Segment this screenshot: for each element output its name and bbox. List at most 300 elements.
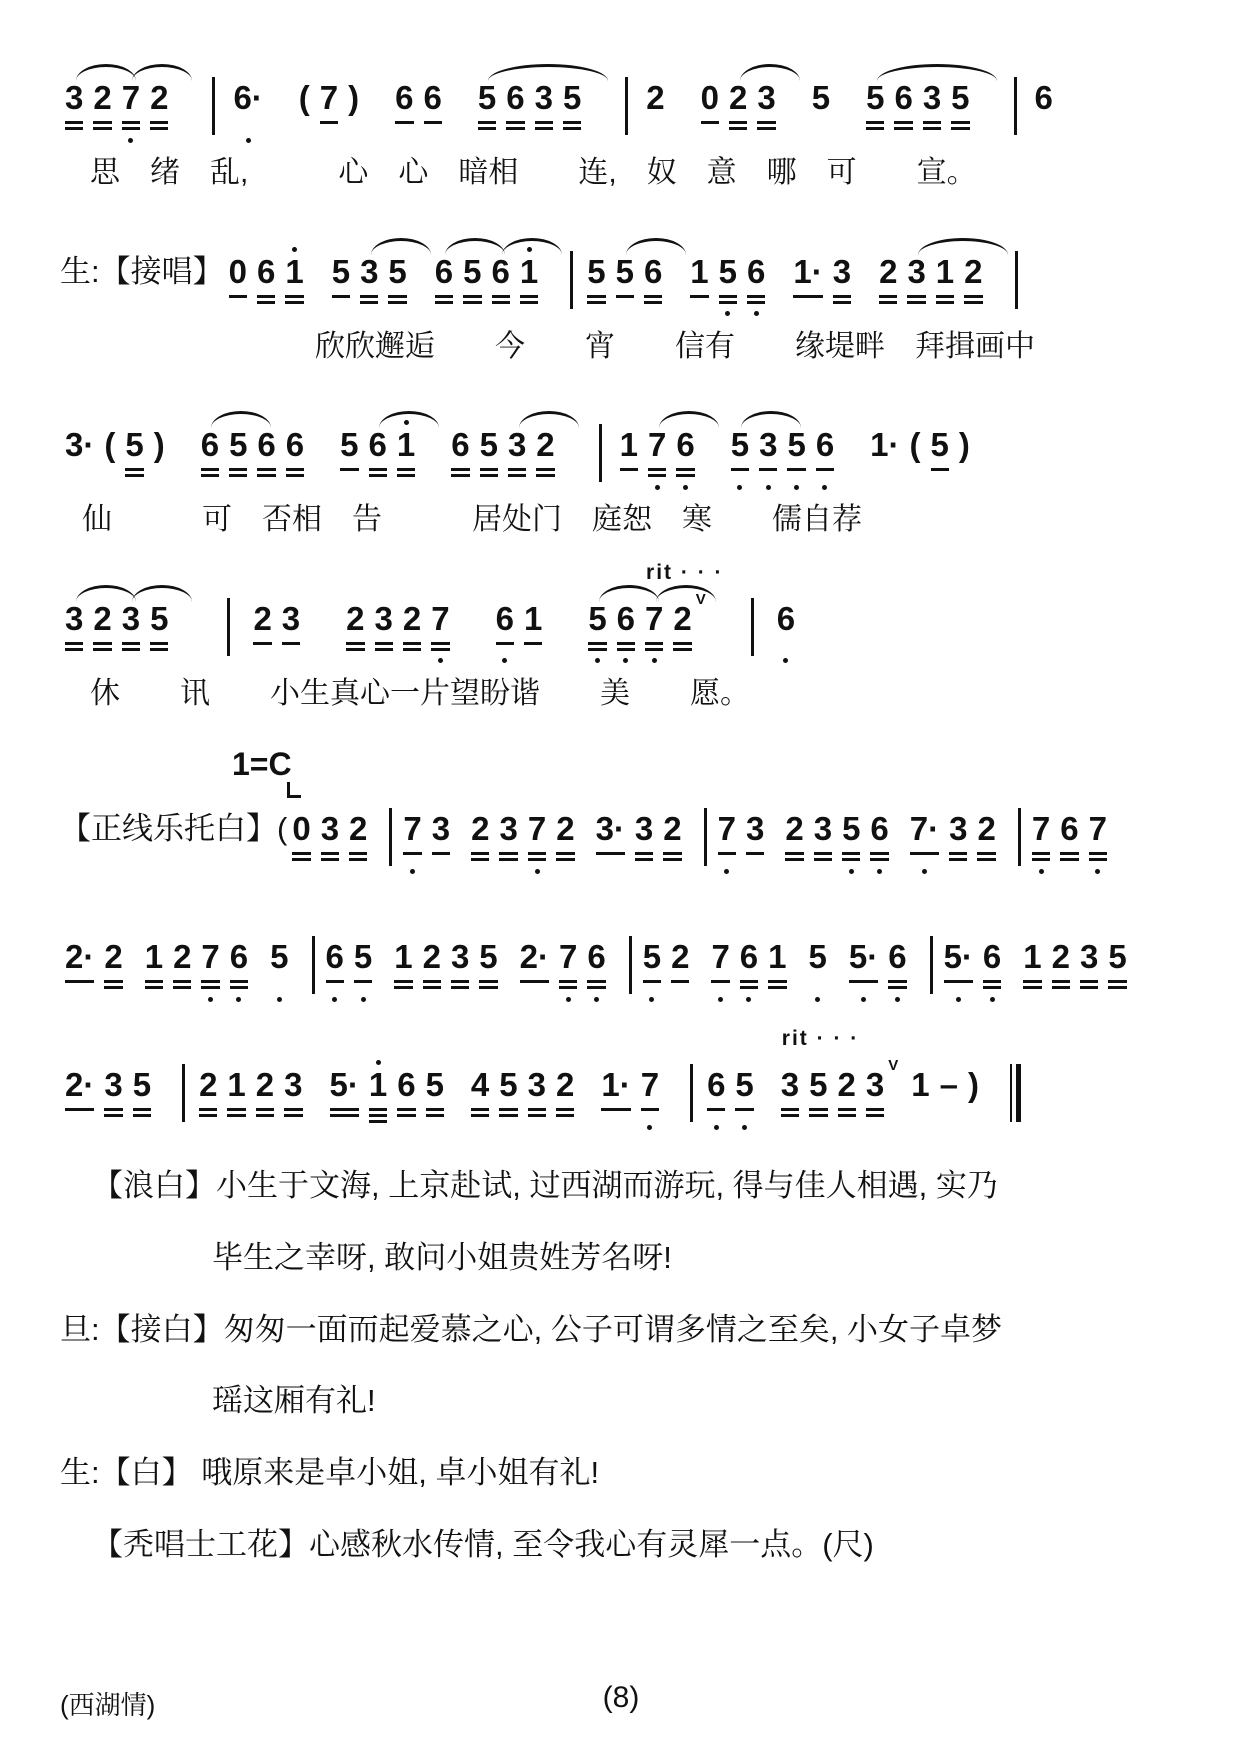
beam-line [65,980,94,983]
beam-line [528,852,546,855]
beam-line [286,474,304,477]
octave-dots-below [861,993,866,1005]
beam-line [388,301,406,304]
beam-lines [910,849,939,865]
barline [182,1064,185,1122]
note-number: ) [348,79,360,116]
beam-line [451,468,469,471]
footer-page-number: (8) [602,1681,640,1714]
note-number: 3 [431,810,451,847]
beam-lines [870,465,899,481]
note [752,66,780,146]
low-octave-dot [595,658,600,663]
beam-line [285,301,303,304]
note-group [60,1053,156,1133]
beam-line [719,301,737,304]
beam-line [478,121,496,124]
beam-line [663,858,681,861]
beam-line [65,121,83,124]
note-group [228,66,267,146]
beam-line [587,986,605,989]
barline [930,936,933,994]
beam-lines [426,1105,444,1121]
beam-line [587,295,605,298]
beam-line [375,642,393,645]
note-number: ( [104,426,116,463]
beam-lines [346,639,364,655]
note-group [713,797,770,877]
note-number: 5 [615,252,634,290]
beam-line [676,468,694,471]
note [315,66,343,146]
note-number: 3 [65,79,84,116]
note-number: – [939,1066,958,1103]
beam-line [330,1114,359,1117]
beam-line [395,121,413,124]
beam-line [145,986,163,989]
beam-line [65,1108,94,1111]
beam-line [451,986,469,989]
beam-line [1089,852,1107,855]
beam-line [65,648,83,651]
beam-line [479,980,497,983]
beam-line [719,295,737,298]
beam-lines [620,465,638,481]
beam-lines [201,465,219,481]
note-group [865,413,975,493]
beam-lines [397,1105,415,1121]
breath-mark: V [888,1057,899,1074]
note-number: 2 [346,599,365,637]
note [809,797,837,877]
beam-line [104,986,122,989]
octave-dots-below [566,993,571,1005]
note-group [327,240,412,320]
note-number: 5 [463,252,482,290]
low-octave-dot [714,1125,719,1130]
beam-line [964,301,982,304]
octave-dots-below [647,1121,652,1133]
note-number: 3 [360,252,379,290]
notation-symbol [294,66,315,146]
note [225,925,253,1005]
note-number: 6 [870,810,889,847]
note-group [398,797,455,877]
beam-lines [814,849,832,865]
beam-lines [951,118,969,134]
beam-line [711,980,729,983]
beam-line [388,295,406,298]
beam-lines [332,292,350,308]
beam-line [145,980,163,983]
beam-lines [719,292,737,308]
note [519,587,547,667]
note [905,797,944,877]
dialog-line: 瑶这厢有礼! [212,1383,376,1419]
beam-line [284,1108,302,1111]
beam-line [349,852,367,855]
beam-line [397,1114,415,1117]
beam-line [673,648,691,651]
note [501,66,529,146]
beam-lines [556,849,574,865]
dialog-line: 旦:【接白】匆匆一面而起爱慕之心, 公子可谓多情之至矣, 小女子卓梦 [60,1311,1003,1347]
beam-line [673,642,691,645]
note [473,66,501,146]
note [281,413,309,493]
note-number: 6 [506,79,525,116]
octave-dot-above [292,240,297,252]
note-number: 1 [619,426,639,463]
note [612,587,640,667]
note-group [874,240,987,320]
beam-line [93,127,111,130]
music-line-block [60,52,1196,192]
note [252,413,280,493]
octave-dots-below [438,655,443,667]
note [730,1053,758,1133]
beam-line [1052,986,1070,989]
note [865,797,893,877]
beam-line [506,121,524,124]
octave-dots-below [361,993,366,1005]
note [494,797,522,877]
beam-line [793,295,822,298]
beam-lines [673,639,691,655]
beam-line [833,301,851,304]
note-number: 3 [745,810,765,847]
beam-line [563,127,581,130]
note [754,413,782,493]
beam-line [842,852,860,855]
beam-lines [432,849,450,865]
beam-line [870,858,888,861]
beam-lines [229,292,247,308]
beam-lines [292,849,310,865]
note [926,413,954,493]
beam-lines [463,292,481,308]
note-number: 6 [643,252,663,290]
note-group [466,797,579,877]
beam-lines [616,292,634,308]
beam-lines [644,292,662,308]
note [325,1053,364,1133]
note [615,413,643,493]
beam-lines [1080,977,1098,993]
notation-symbol [963,1053,984,1133]
beam-line [369,1114,387,1117]
note [370,587,398,667]
beam-line [256,1114,274,1117]
octave-dots-below [895,993,900,1005]
note-number: 2· [519,938,549,975]
score-area [60,52,1196,1133]
low-octave-dot [895,997,900,1002]
note-number: 6 [423,79,442,116]
beam-lines [911,1105,929,1121]
beam-lines [435,292,453,308]
beam-line [397,1108,415,1111]
beam-line [321,858,339,861]
line-prefix-label: 生:【接唱】 [60,253,224,289]
lyrics-line: 休 讯 小生真心一片望盼谐 美 愿。 [90,676,750,710]
beam-line [508,468,526,471]
beam-line [330,1108,359,1111]
beam-line [349,858,367,861]
note [168,925,196,1005]
note [531,413,559,493]
note [696,66,724,146]
notation-symbol [343,66,364,146]
beam-lines [842,849,860,865]
note-number: 3 [832,252,852,290]
beam-line [499,852,517,855]
barline [629,936,632,994]
note-number: 5 [562,79,582,116]
low-octave-dot [990,997,995,1002]
beam-line [768,986,786,989]
note-number: 7 [201,938,220,975]
note [398,797,426,877]
beam-line [286,468,304,471]
beam-line [528,858,546,861]
rit-marking: rit · · · [646,560,724,584]
low-octave-dot [1095,869,1100,874]
note-number: 6 [491,252,510,290]
low-octave-dot [128,138,133,143]
beam-lines [524,639,542,655]
notation-symbol [99,413,120,493]
note-group [706,925,791,1005]
beam-line [746,852,764,855]
beam-lines [959,465,970,481]
dialog-line: 生:【白】 哦原来是卓小姐, 卓小姐有礼! [60,1455,600,1490]
note-number: 2 [93,599,112,637]
beam-lines [711,977,729,993]
music-line [60,226,1196,320]
beam-line [1060,858,1078,861]
note [117,587,145,667]
low-octave-dot [277,997,282,1002]
beam-line [480,468,498,471]
beam-line [536,468,554,471]
beam-line [321,852,339,855]
beam-lines [757,118,775,134]
low-octave-dot [361,997,366,1002]
note [251,1053,279,1133]
beam-lines [907,292,925,308]
beam-line [340,468,358,471]
beam-line [65,642,83,645]
note [640,560,724,667]
dialog-line: 【浪白】小生于文海, 上京赴试, 过西湖而游玩, 得与佳人相遇, 实乃 [92,1168,998,1203]
note [446,413,474,493]
beam-lines [740,977,758,993]
octave-dots-below [990,993,995,1005]
note [918,66,946,146]
beam-lines [122,118,140,134]
note [1084,797,1112,877]
beam-lines [326,977,344,993]
note [763,925,791,1005]
beam-line [93,121,111,124]
beam-line [397,468,415,471]
beam-lines [104,465,115,481]
beam-line [524,642,542,645]
beam-line [229,295,247,298]
beam-lines [648,465,666,481]
note-number: 6 [434,252,454,290]
music-line [60,560,1196,667]
beam-line [173,980,191,983]
low-octave-dot [725,311,730,316]
note-number: 6 [395,79,414,116]
beam-lines [643,977,661,993]
note-number: 5 [331,252,351,290]
octave-dots-below [746,993,751,1005]
music-line-block [60,399,1196,539]
note-number: 5 [479,426,498,463]
note [280,240,308,320]
beam-lines [299,118,310,134]
octave-dots-below [595,655,600,667]
note-number: 6 [888,938,907,975]
beam-lines [528,1105,546,1121]
beam-line [910,852,939,855]
barline [704,808,707,866]
beam-line [499,1114,517,1117]
beam-lines [812,118,830,134]
beam-lines [65,977,94,993]
note [88,66,116,146]
note-number: 6 [587,938,606,975]
beam-lines [690,292,708,308]
low-octave-dot [746,997,751,1002]
note-number: 5 [150,599,169,637]
beam-line [707,1108,725,1111]
beam-lines [145,977,163,993]
beam-line [253,642,271,645]
note [515,925,554,1005]
beam-lines [492,292,510,308]
beam-lines [133,1105,151,1121]
note [523,797,551,877]
beam-line [230,980,248,983]
beam-lines [369,1105,387,1121]
note [865,413,904,493]
note-number: 5 [125,426,144,463]
beam-line [360,295,378,298]
note [883,925,911,1005]
beam-line [360,301,378,304]
beam-line [122,642,140,645]
note [487,240,515,320]
low-octave-dot [623,658,628,663]
beam-lines [838,1105,856,1121]
octave-dots-below [742,1121,747,1133]
beam-line [645,648,663,651]
note-group [726,413,839,493]
octave-dots-below [1095,865,1100,877]
note [811,413,839,493]
low-octave-dot [438,658,443,663]
octave-dots-below [236,993,241,1005]
beam-line [257,474,275,477]
beam-lines [949,849,967,865]
beam-line [671,980,689,983]
page-footer [60,1681,1182,1725]
beam-line [478,127,496,130]
music-line [60,1027,1196,1133]
note [196,925,224,1005]
note-number: 2 [556,810,575,847]
note-number: 1 [935,252,955,290]
beam-line [556,1114,574,1117]
beam-line [620,468,638,471]
note-number: 2 [785,810,804,847]
low-octave-dot [594,997,599,1002]
barline [1018,808,1021,866]
low-octave-dot [655,485,660,490]
beam-line [257,301,275,304]
beam-line [951,121,969,124]
beam-line [870,852,888,855]
barline [570,251,573,309]
beam-line [375,648,393,651]
beam-lines [587,292,605,308]
note [364,1053,392,1133]
beam-line [977,852,995,855]
beam-line [787,468,805,471]
beam-line [949,858,967,861]
low-octave-dot [922,869,927,874]
beam-lines [645,639,663,655]
note [804,1053,832,1133]
beam-lines [253,639,271,655]
note [335,413,363,493]
note-number: 1 [1023,938,1042,975]
beam-line [556,852,574,855]
beam-line [907,301,925,304]
note-number: 5 [866,79,885,116]
beam-lines [282,639,300,655]
note-number: 2 [964,252,983,290]
beam-lines [375,639,393,655]
note-number: 7 [403,810,422,847]
beam-lines [1023,977,1041,993]
lyrics-line: 思 绪 乱, 心 心 暗相 连, 奴 意 哪 可 宣。 [90,156,977,189]
beam-line [809,1108,827,1111]
octave-dots-below [277,993,282,1005]
note-number: 5 [951,79,970,116]
note-number: 7 [559,938,578,975]
note-group [60,66,173,146]
beam-line [816,468,834,471]
beam-lines [286,465,304,481]
beam-line [346,642,364,645]
octave-dots-below [725,308,730,320]
low-octave-dot [861,997,866,1002]
beam-line [471,858,489,861]
note-number: 2 [1051,938,1070,975]
beam-lines [395,118,413,134]
beam-line [616,295,634,298]
beam-line [964,295,982,298]
note [99,1053,127,1133]
note [392,413,420,493]
beam-lines [894,118,912,134]
note-group [389,925,502,1005]
